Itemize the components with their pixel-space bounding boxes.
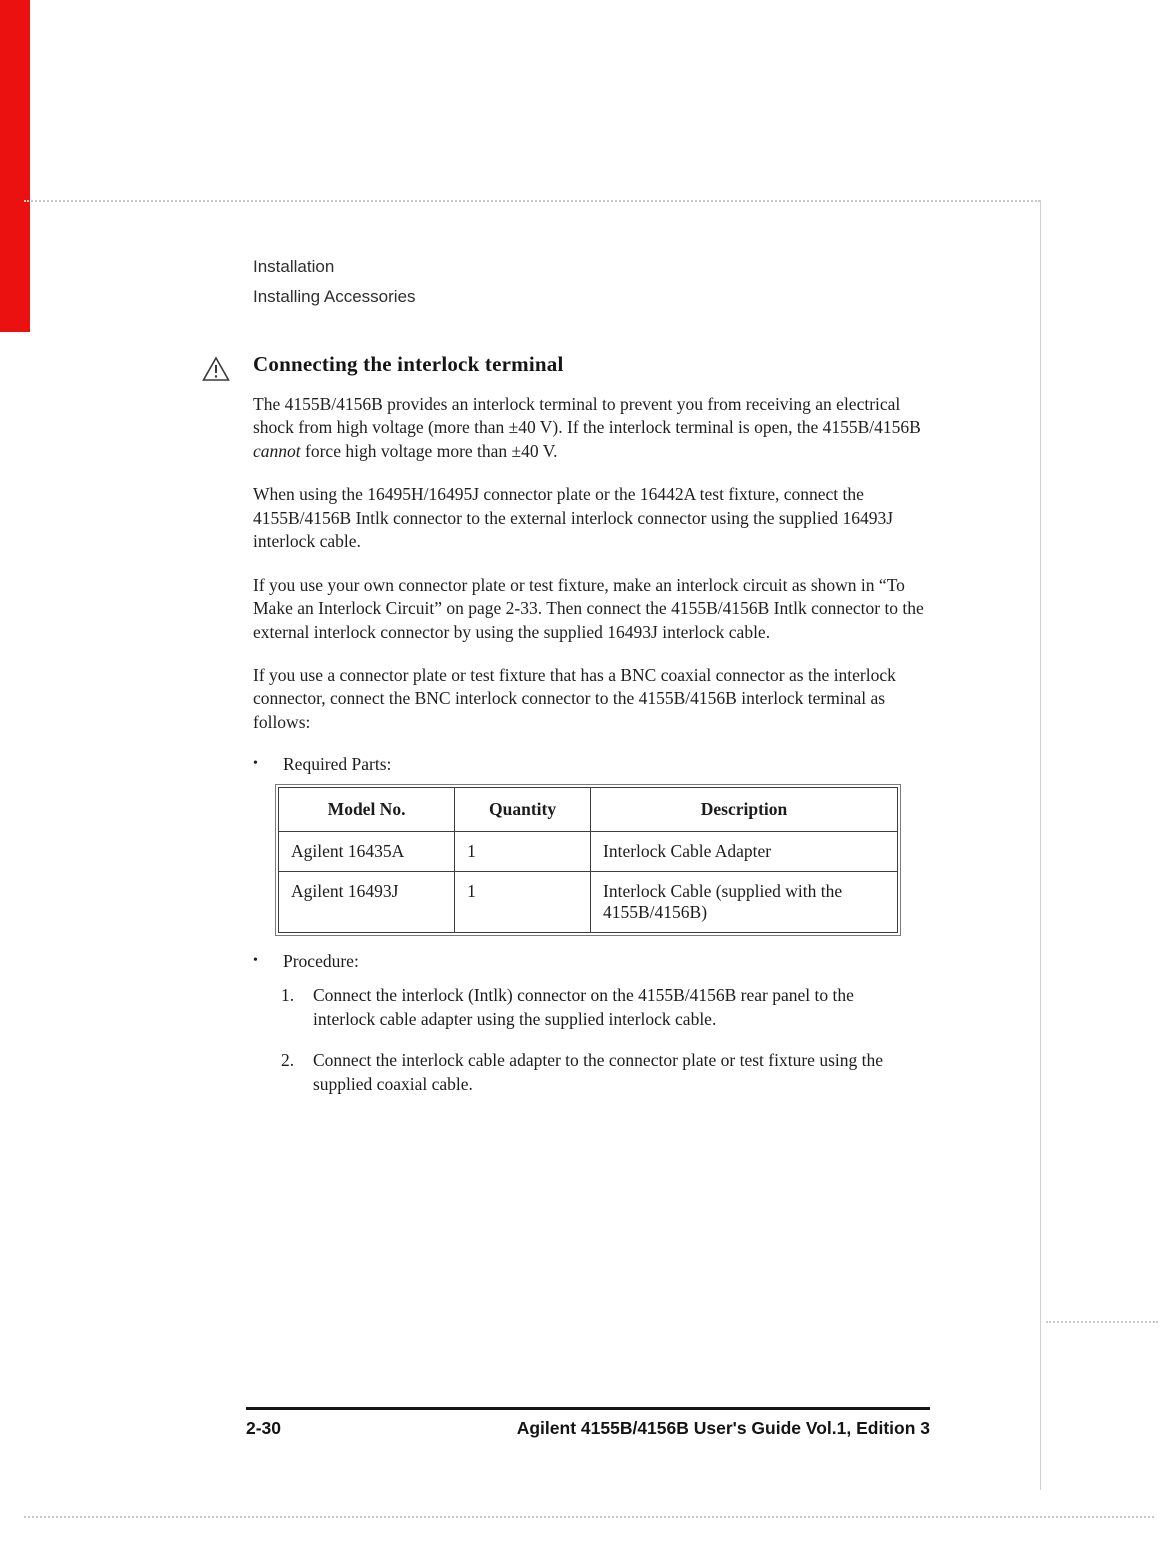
bullet-icon: • — [253, 953, 258, 969]
cell-description: Interlock Cable Adapter — [591, 832, 898, 872]
procedure-step — [253, 1049, 937, 1096]
header-section: Installing Accessories — [253, 286, 416, 306]
header-chapter: Installation — [253, 257, 335, 276]
bullet-procedure — [253, 951, 937, 972]
cell-model: Agilent 16435A — [279, 832, 455, 872]
step-number: 2. — [281, 1050, 295, 1071]
footer-rule — [246, 1407, 930, 1410]
table-body — [279, 832, 898, 933]
warning-triangle-icon — [202, 356, 230, 382]
page-edge-line — [1040, 200, 1041, 1490]
table-row — [279, 872, 898, 933]
page-body — [253, 352, 937, 1114]
p1-pre: The 4155B/4156B provides an interlock terminal to prevent you from receiving an electrical shock from high voltage (more than ±40 V). If the interlock terminal is open, the 4155B/4156B — [253, 394, 921, 438]
table-header — [279, 788, 898, 832]
cell-description: Interlock Cable (supplied with the 4155B/4156B) — [591, 872, 898, 933]
page-footer — [246, 1418, 930, 1439]
step-number: 1. — [281, 985, 295, 1006]
procedure-steps — [253, 984, 937, 1096]
binding-red-bar — [0, 0, 30, 332]
required-parts-table — [278, 787, 898, 933]
paragraph-connector-plate: When using the 16495H/16495J connector plate or the 16442A test fixture, connect the 4155B/4156B Intlk connector to the external interlock connector using the supplied 16493J interlock cable. — [253, 484, 894, 552]
cell-quantity: 1 — [455, 832, 591, 872]
paragraph-bnc-connector: If you use a connector plate or test fixture that has a BNC coaxial connector as the interlock connector, connect the BNC interlock connector to the 4155B/4156B interlock terminal as follows: — [253, 664, 896, 732]
cell-quantity: 1 — [455, 872, 591, 933]
footer-page-number: 2-30 — [246, 1418, 282, 1438]
header-model-no: Model No. — [279, 788, 455, 832]
step-text: Connect the interlock (Intlk) connector on the 4155B/4156B rear panel to the interlock cable adapter using the supplied interlock cable. — [313, 985, 854, 1029]
bullet-procedure-label: Procedure: — [283, 951, 359, 972]
header-quantity: Quantity — [455, 788, 591, 832]
scan-dotted-line-right — [1046, 1321, 1158, 1323]
p1-post: force high voltage more than ±40 V. — [300, 440, 558, 461]
table-row — [279, 832, 898, 872]
paragraph-interlock-intro — [253, 393, 937, 463]
scan-dotted-line-top — [24, 200, 1040, 202]
p1-italic: cannot — [253, 440, 301, 461]
running-header — [253, 252, 416, 312]
header-description: Description — [591, 788, 898, 832]
table-header-row — [279, 788, 898, 832]
paragraph-own-connector: If you use your own connector plate or test fixture, make an interlock circuit as shown in “To Make an Interlock Circuit” on page 2-33. Then connect the 4155B/4156B Intlk connector to the external interlock connector by using the supplied 16493J interlock cable. — [253, 574, 924, 642]
footer-document-title: Agilent 4155B/4156B User's Guide Vol.1, Edition 3 — [516, 1418, 930, 1438]
section-title: Connecting the interlock terminal — [253, 352, 564, 376]
bullet-required-parts — [253, 754, 937, 775]
bullet-required-parts-label: Required Parts: — [283, 754, 392, 775]
procedure-step — [253, 984, 937, 1031]
scan-dotted-line-bottom — [24, 1516, 1154, 1518]
bullet-icon: • — [253, 756, 258, 772]
cell-model: Agilent 16493J — [279, 872, 455, 933]
step-text: Connect the interlock cable adapter to the connector plate or test fixture using the supplied coaxial cable. — [313, 1050, 883, 1094]
